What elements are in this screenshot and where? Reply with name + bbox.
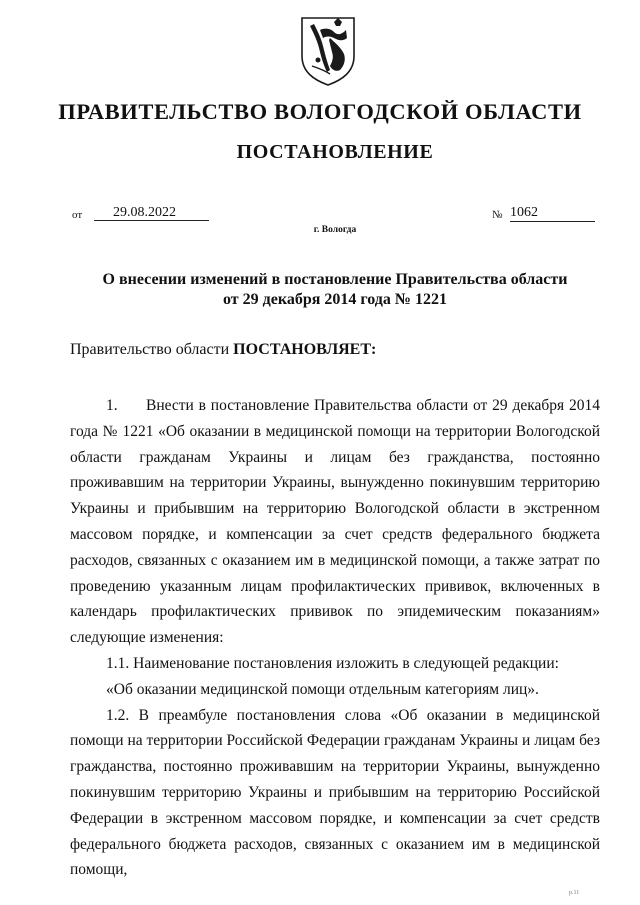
coat-of-arms-icon <box>296 12 360 88</box>
item-1-number: 1. <box>106 397 118 414</box>
item-1-2: 1.2. В преамбуле постановления слова «Об оказании в медицинской помощи на территории Российской Федерации гражданам Украины и лицам без гражданства, постоянно проживавшим на территории Украины, вынужденно покинувшим территорию Украины и прибывшим на территорию Российской Федерации в экстренном массовом порядке, и компенсации за счет средств федерального бюджета расходов, связанных с оказанием им в медицинской помощи, <box>70 706 600 879</box>
item-1-1-quote: «Об оказании медицинской помощи отдельным категориям лиц». <box>106 680 539 698</box>
decree-statement <box>70 341 376 359</box>
footer-mark: р.11 <box>569 890 580 896</box>
decree-prefix: Правительство области <box>70 341 234 358</box>
document-type: ПОСТАНОВЛЕНИЕ <box>236 141 434 163</box>
number-value: 1062 <box>510 205 595 222</box>
organization-title: ПРАВИТЕЛЬСТВО ВОЛОГОДСКОЙ ОБЛАСТИ <box>58 99 582 124</box>
city: г. Вологда <box>313 225 357 235</box>
subject-line-1: О внесении изменений в постановление Правительства области <box>102 271 568 288</box>
document-body <box>70 393 600 883</box>
item-1-1: 1.1. Наименование постановления изложить в следующей редакции: <box>106 654 559 672</box>
date-value: 29.08.2022 <box>94 205 209 221</box>
decree-keyword: ПОСТАНОВЛЯЕТ: <box>233 341 377 358</box>
number-label: № <box>492 209 503 221</box>
date-label: от <box>72 209 83 221</box>
subject-line-2: от 29 декабря 2014 года № 1221 <box>223 291 447 308</box>
item-1 <box>70 393 600 651</box>
item-1-text: Внести в постановление Правительства области от 29 декабря 2014 года № 1221 «Об оказании в медицинской помощи на территории Вологодской области гражданам Украины и лицам без гражданства, постоянно проживавшим на территории Украины, вынужденно покинувшим территорию Украины и прибывшим на территорию Вологодской области в экстренном массовом порядке, и компенсации за счет средств федерального бюджета расходов, связанных с оказанием им в медицинской помощи, а также затрат по проведению указанным лицам профилактических прививок, включенных в календарь профилактических прививок по эпидемическим показаниям» следующие изменения: <box>70 397 600 647</box>
document-subject <box>70 270 600 310</box>
